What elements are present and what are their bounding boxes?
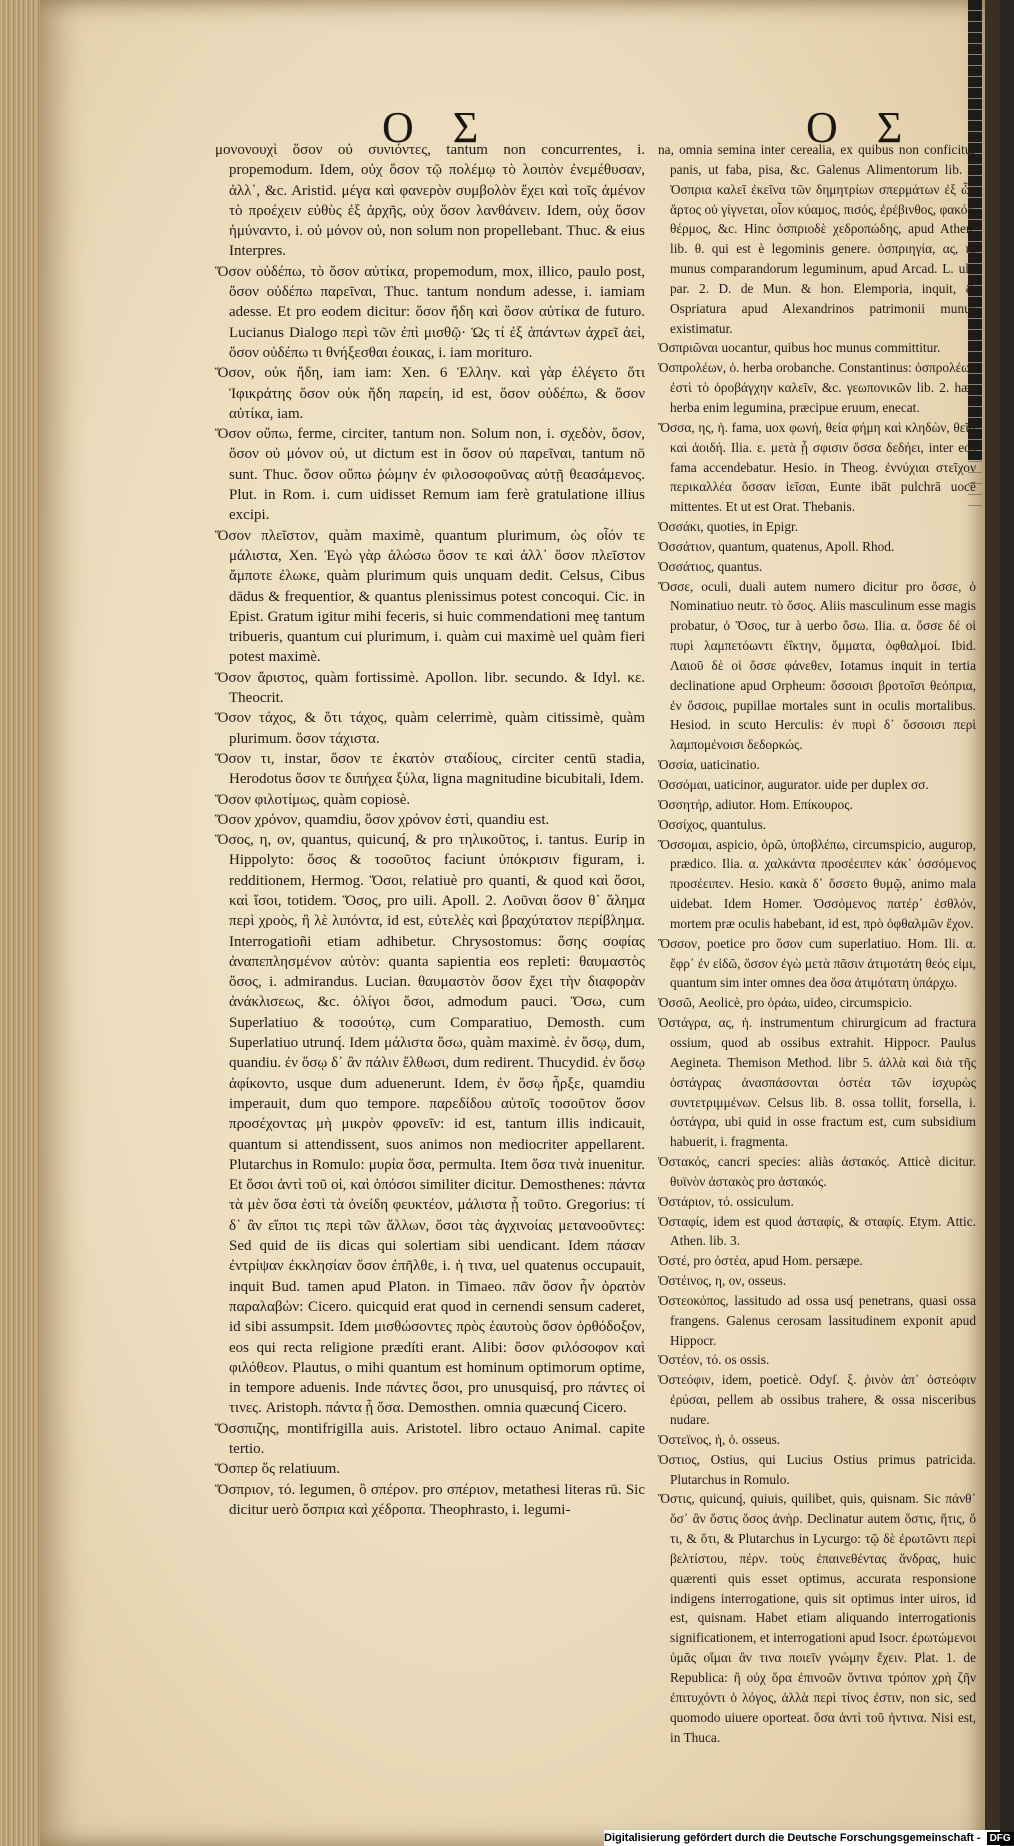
right-entry: Ὀσσάκι, quoties, in Epigr. — [658, 519, 799, 535]
left-entry: Ὅσον πλεῖστον, quàm maximè, quantum plurimum, ὡς οἷόν τε μάλιστα, Xen. Ἐγὼ γὰρ ἀλώσω ὅσον τε καὶ ἀλλ᾽ ὅσον πλεῖστον ἄμποτε ἐλωκε, quàm plurimum quis unquam dedit. Celsus, Cibus dādus & frequentior, & quantus plenissimus potest concoqui. Cic. in Epist. Gratum igitur mihi feceris, si huic commendationi meę tantum tribueris, quantum cui plurimum, i. quàm cui maximè uel quàm fieri potest maximè. — [215, 527, 645, 666]
right-entry: Ὀστεοκόπος, lassitudo ad ossa usq́ penetrans, quasi ossa frangens. Galenus cerosam lassitudinem exponit apud Hippocr. — [658, 1292, 976, 1348]
right-entry: Ὄσσον, poetice pro ὅσον cum superlatiuo. Hom. Ili. α. ἔφρ᾽ ἐν εἰδῶ, ὅσσον ἐγὼ μετὰ πᾶσιν ἀτιμοτάτη θεός εἰμι, quantum sim inter omnes dea ὅσα ἀτιμότατη ὑπάρχω. — [658, 935, 976, 991]
right-entry: Ὀστέινος, η, ον, osseus. — [658, 1273, 787, 1289]
left-entry: Ὅσον οὐδέπω, τὸ ὅσον αὐτίκα, propemodum, mox, illico, paulo post, ὅσον οὐδέπω παρεῖναι, Thuc. tantum nondum adesse, i. iamiam adesse. Et pro eodem dicitur: ὅσον ἤδη καὶ ὅσον αὐτίκα de futuro. Lucianus Dialogo περὶ τῶν ἐπὶ μισθῷ· Ὡς τί ἐξ ἁπάντων ἀχρεῖ ἀεὶ, ὅσον οὐδέπω τι θνήξεσθαι ἐοικας, i. iam moriturο. — [215, 263, 645, 361]
dfg-logo: DFG — [987, 1832, 1014, 1845]
right-entry: Ὀσσάτιος, quantus. — [658, 558, 763, 574]
left-entry: Ὅσον φιλοτίμως, quàm copiosè. — [215, 791, 411, 808]
right-entry: Ὅστις, quicunq́, quiuis, quilibet, quis, quisnam. Sic πάνθ᾽ ὅσ᾽ ἂν ὅστις ὅσος ἀνὴρ. Declinatur autem ὅστις, ἥτις, ὅ τι, & ὅτι, & Plutarchus in Lycurgo: τῷ δὲ ἐρωτῶντι περὶ βελτίστου, πέρν. τοὺς ἐπαινεθέντας ἄνδρας, huic quærenti quis esset optimus, accurata responsione indigens interrogatione, quis sit optimus inter uiros, id est, quisnam. Habet etiam aliquando interrogationis significationem, et interrogationi apud Isocr. ἐρωτώμενοι ὑμᾶς οἴμαι ἂν τινα ποιεῖν γνώμην ἔχειν. Plat. 1. de Republica: ἢ οὐχ ὅρα ἐπινοῶν ὅντινα τρόπον χρὴ ζῆν ἐπιτυχόντι ὁ λόγος, ἀλλὰ περὶ τίνος ἐστιν, non sic, sed quomodo uiuere oporteat. ὅσα ἀντὶ τοῦ ἡντινα. Nisi est, in Thuca. — [658, 1491, 976, 1745]
right-entry: Ὀστάριον, τό. ossiculum. — [658, 1193, 794, 1209]
right-entry: Ὀστεϊνος, ἡ, ὁ. osseus. — [658, 1431, 781, 1447]
right-entry: Ὀστέ, pro ὀστέα, apud Hom. persæpe. — [658, 1253, 863, 1269]
left-text-column — [215, 140, 645, 1520]
right-entry: Ὀσσία, uaticinatio. — [658, 757, 760, 773]
right-entry: Ὄσσομαι, aspicio, ὁρῶ, ὑποβλέπω, circumspicio, augurор, prædico. Ilia. α. χαλκάντα προσέειπεν κάκ᾽ ὀσσόμενος προσέειπεν. Hesio. κακὰ δ᾽ ὄσσετο θυμῷ, animo mala uidebat. Idem Homer. Ὀσσόμενος πατέρ᾽ ἐσθλόν, mortem præ oculis habebant, id est, πρὸ ὀφθαλμῶν ἔχον. — [658, 836, 976, 931]
left-entry: μονονουχὶ ὅσον οὐ συνιόντες, tantum non concurrentes, i. propemodum. Idem, οὐχ ὅσον τῷ πολέμῳ τὸ λοιπὸν ἐνεμέθυσαν, ἀλλ᾽, &c. Aristid. μέγα καὶ φανερὸν συμβολὸν ἔχει καὶ τοῖς ἀμένον τὸ προέχειν εὐθὺς ἐξ ἀρχῆς, οὐχ ὅσον λανθάνειν. Idem, οὐχ ὅσον ἡμύναντο, i. οὐ μόνον οὐ, non solum non propellebant. Thuc. & eius Interpres. — [215, 142, 645, 260]
right-entry: Ὀστέον, τό. os ossis. — [658, 1352, 770, 1368]
credit-text: Digitalisierung gefördert durch die Deutsche Forschungsgemeinschaft - — [604, 1832, 981, 1844]
right-entry: Ὀσπριῶναι uocantur, quibus hoc munus committitur. — [658, 340, 941, 356]
running-head-left: Ο Σ — [382, 103, 493, 152]
right-entry: Ὀσσίχος, quantulus. — [658, 816, 767, 832]
left-entry: Ὅσος, η, ον, quantus, quicunq́, & pro τηλικοῦτος, i. tantus. Eurip in Hippolyto: ὅσος & τοσοῦτος faciunt ὑπόκρισιν figuram, i. redditionem, Hermog. Ὅσοι, relatiuè pro quanti, & quod καὶ ὅσοι, καὶ ἴσοι, totidem. Ὅσος, pro uili. Apoll. 2. Λοῦναι ὅσον θ᾽ ἄλημα περὶ χροὸς, ἣ λὲ λιπόντα, id est, εὐτελὲς καὶ βραχύτατον περίβλημα. Interrogatioñi etiam adhibetur. Chrysostomus: ὅσης σοφίας ἀναπεπλησμένον αὐτὸν: quanta sapientia eos repleti: θαυμαστὸς ὅσος, i. admirandus. Lucian. θαυμαστὸν ὅσον ἔχει τὴν διαφορὰν ἀνάκλισεως, &c. ὀλίγοι ὅσοι, admodum pauci. Ὅσω, cum Superlatiuo & τοσούτῳ, cum Comparatiuo, Demosth. cum Superlatiuo utrunq́. Idem μάλιστα ὅσω, quàm maximè. ἐν ὅσῳ, dum, quandiu. ἐν ὅσῳ δ᾽ ἂν πάλιν ἔλθωσι, dum redirent. Thucydid. ἐν ὅσῳ ἀφίκοντο, usque dum aduenerunt. Idem, ἐν ὅσῳ ἦρξε, quamdiu imperauit, dum quo tempore. παρεδίδου αὐτοῖς τοσοῦτον ὅσον προσέχοντας μὴ μικρὸν φρονεῖν: id est, tantum illis indicauit, quantum si attendissent, suos animos non mediocriter appellarent. Plutarchus in Romulo: μυρία ὅσα, permulta. Item ὅσα τινὰ inuenitur. Et ὅσοι ἀντὶ τοῦ οἱ, καὶ ὁπόσοι similiter dicitur. Demosthenes: πάντα τὰ μὲν ὅσα ἐστὶ τὰ ὀνείδη φευκτέον, μάλιστα ᾗ τοῦτο. Gregorius: τί δ᾽ ἂν εἴποι τις περὶ τῶν ἄλλων, ὅσοι τὰς ἀγχινοίας μετανοοῦντες: Sed quid de iis dicas qui solertiam sibi uendicant. Idem πάσαν ἐντρίψαν ἐκκλησίαν ὅσον ἐπῆλθε, i. ἡ τινα, uel quatenus occupauit, inquit Bud. tamen apud Platon. in Timaeo. πᾶν ὅσον ἦν ὁρατὸν παραλαβὼν: Cicero. quicquid erat quod in cernendi sensum caderet, id sibi assumpsit. Idem μισθώσοντες πρὸς ἑαυτοὺς ὅσον ὀρθόδοξον, eos qui recta religione prædíti erant. Alibi: ὅσον φιλόσοφον καὶ φιλόθεον. Plautus, o mihi quantum est hominum optimorum optime, in tempore aduenis. Inde πάντες ὅσοι, pro unusquisq́, pro πάντες οἱ τινες. Aristoph. πάντα ᾗ ὅσα. Demosthen. omnia quæcunq́ Cicero. — [215, 832, 645, 1417]
right-entry: Ὀσσόμαι, uaticinor, augurator. uide per duplex σσ. — [658, 777, 929, 792]
left-entry: Ὅσον, οὐκ ἤδη, iam iam: Xen. 6 Ἑλλην. καὶ γὰρ ἐλέγετο ὅτι Ἰφικράτης ὅσον οὐκ ἤδη παρείη, id est, ὅσον οὐδέπω, & ὅσον αὐτίκα, iam. — [215, 365, 645, 422]
right-entry: Ὀσσάτιον, quantum, quatenus, Apoll. Rhod. — [658, 538, 895, 554]
left-entry: Ὅσσπιζης, montifrigilla auis. Aristotel. libro octauo Animal. capite tertio. — [215, 1420, 645, 1457]
right-entry: Ὀσσῶ, Aeolicè, pro ὁράω, uideo, circumspicio. — [658, 995, 913, 1011]
right-entry: Ὀστακός, cancri species: aliàs ἀστακός. Atticè dicitur. θυϊνὸν ἀστακὸς pro ἀστακός. — [658, 1154, 976, 1189]
right-entry: Ὀστιος, Ostius, qui Lucius Ostius primus patricida. Plutarchus in Romulo. — [658, 1451, 976, 1487]
left-entry: Ὅσον χρόνον, quamdiu, ὅσον χρόνον ἐστὶ, quandiu est. — [215, 811, 550, 828]
left-entry: Ὅσον τάχος, & ὅτι τάχος, quàm celerrimè, quàm citissimè, quàm plurimum. ὅσον τάχιστα. — [215, 710, 645, 747]
right-entry: Ὀσσητήρ, adiutor. Hom. Επίκουρος. — [658, 796, 853, 812]
left-entry: Ὅσον οὔπω, ferme, circiter, tantum non. Solum non, i. σχεδὸν, ὅσον, ὅσον οὐ μόνον οὐ, ut dictum est in ὅσον οὐ παρεῖναι, tantum nō sunt. Thuc. ὅσον οὔπω ῥώμην ἐν φιλοσοφοῦνας αὐτῇ θεασάμενος. Plut. in Rom. i. cum uidisset Remum iam ferè gratulatione illius excipi. — [215, 426, 645, 524]
book-fore-edge-shadow — [985, 0, 1000, 1846]
right-entry: Ὀσταφίς, idem est quod ἀσταφίς, & σταφίς. Etym. Attic. Athen. lib. 3. — [658, 1213, 976, 1249]
right-entry: Ὀσπρολέων, ὁ. herba orobanche. Constantinus: ὀσπρολέων ἐστὶ τὸ ὀροβάγχην καλεῖν, &c. γεωπονικῶν lib. 2. hæc herba enim legumina, præcipue eruum, enecat. — [658, 360, 976, 415]
right-entry: na, omnia semina inter cerealia, ex quibus non conficitur panis, ut faba, pisa, &c. Galenus Alimentorum lib. i. Ὀσπρια καλεῖ ἐκεῖνα τῶν δημητρίων σπερμάτων ἐξ ὧν ἄρτος οὐ γίγνεται, οἷον κύαμος, πισός, ἐρέβινθος, φακός, θέρμος, &c. Hinc ὀσπριοδὲ χεδροπώδης, apud Athen. lib. θ. qui est è legominis genere. ὀσπριηγία, ας, ἡ. munus comparandorum leguminum, apud Arcad. L. ult. par. 2. D. de Mun. & hon. Elemporia, inquit, & Ospriatura apud Alexandrinos patrimonii munus existimatur. — [658, 142, 976, 336]
left-entry: Ὅσπερ ὅς relatiuum. — [215, 1461, 341, 1478]
running-head-right: Ο Σ — [806, 103, 917, 152]
right-entry: Ὄσσα, ης, ἡ. fama, uox φωνή, θεία φήμη καὶ κληδὼν, θεῖα καὶ ἀοιδή. Ilia. ε. μετὰ ᾗ σφισιν ὄσσα δεδήει, inter eos fama accendebatur. Hesio. in Theog. ἐννύχιαι στεῖχον περικαλλέα ὄσσαν ἱεῖσαι, Eunte ibāt pulchrā uocē mittentes. Et ut est Orat. Thebanis. — [658, 419, 976, 515]
right-entry: Ὄσσε, oculi, duali autem numero dicitur pro ὄσσε, ὁ Nominatiuo neutr. τὸ ὄσος. Aliis masculinum esse magis probatur, ὁ Ὅσος, tur à uerbo ὄσω. Ilia. α. ὄσσε δέ οἱ πυρὶ λαμπετόωντι ἐΐκτην, ὄμματα, ὀφθαλμοί. Ibid. Λαιοῦ δὲ οἱ ὄσσε φάνεθεν, Iotamus inquit in tertia declinatione apud Orpheum: ὄσσοισι βροτοῖσι θεόπρια, ἐν ὄσσοις, pupillae mortales sunt in oculis mortalibus. Hesiod. in scuto Herculis: ἐν πυρὶ δ᾽ ὄσσοισι περὶ λαμπομένοισι δεδορκώς. — [658, 578, 976, 753]
left-entry: Ὅσον τι, instar, ὅσον τε ἑκατὸν σταδίους, circiter centū stadia, Herodotus ὅσον τε διπήχεα ξύλα, ligna magnitudine bicubitali, Idem. — [215, 750, 645, 788]
right-text-column — [658, 140, 976, 1820]
left-entry: Ὅσον ἄριστος, quàm fortissimè. Apollon. libr. secundo. & Idyl. κε. Theocrit. — [215, 669, 645, 707]
left-entry: Ὅσπριον, τό. legumen, ὃ σπέρον. pro σπέριον, metathesi literas rū. Sic dicitur uerò ὄσπρια καὶ χέδροπα. Theophrasto, i. legumi- — [215, 1481, 645, 1518]
right-entry: Ὀστάγρα, ας, ἡ. instrumentum chirurgicum ad fractura ossium, quod ab ossibus extrahit. Hippocr. Paulus Aegineta. Themison Method. libr 5. ἀλλὰ καὶ διὰ τῆς ὀστάγρας ἀνασπάσονται ὀστέα τῶν ἰσχυρὼς συντετριμμένων. Celsus lib. 8. ossa tollit, forsella, i. ὀστάγρα, ubi quid in osse fractum est, cum subsidium habuerit, i. fragmenta. — [658, 1015, 976, 1150]
digitization-credit — [604, 1830, 1011, 1846]
right-entry: Ὀστεόφιν, idem, poeticè. Odyſ. ξ. ῥινὸν ἀπ᾽ ὀστεόφιν ἐρύσαι, pellem ab ossibus trahere, & ossa nisceribus nudare. — [658, 1372, 976, 1427]
